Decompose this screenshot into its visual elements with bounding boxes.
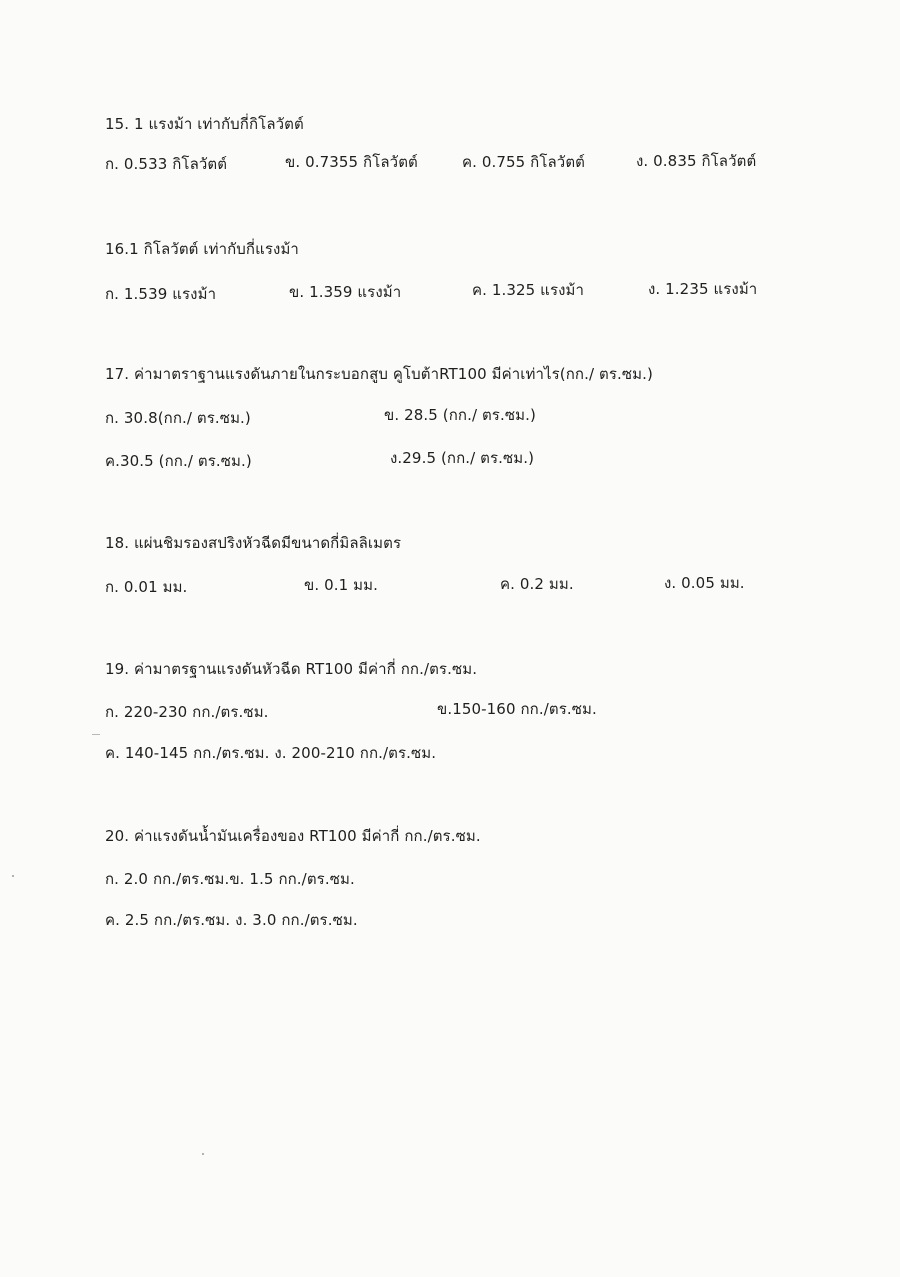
scan-speck [202,1153,204,1155]
scan-speck [92,734,100,735]
question-18: 18. แผ่นชิมรองสปริงหัวฉีดมีขนาดกี่มิลลิเมตร [105,534,402,552]
q17-option-c: ค.30.5 (กก./ ตร.ซม.) [105,452,252,470]
question-19: 19. ค่ามาตรฐานแรงดันหัวฉีด RT100 มีค่ากี่ กก./ตร.ซม. [105,660,478,678]
question-17: 17. ค่ามาตราฐานแรงดันภายในกระบอกสูบ คูโบต้าRT100 มีค่าเท่าไร(กก./ ตร.ซม.) [105,365,653,383]
q19-option-a: ก. 220-230 กก./ตร.ซม. [105,703,269,721]
q17-option-d: ง.29.5 (กก./ ตร.ซม.) [390,449,535,467]
q20-options-c-d: ค. 2.5 กก./ตร.ซม. ง. 3.0 กก./ตร.ซม. [105,911,358,929]
q17-option-a: ก. 30.8(กก./ ตร.ซม.) [105,409,251,427]
q17-option-b: ข. 28.5 (กก./ ตร.ซม.) [384,406,536,424]
q16-option-c: ค. 1.325 แรงม้า [472,281,585,299]
q20-options-a-b: ก. 2.0 กก./ตร.ซม.ข. 1.5 กก./ตร.ซม. [105,870,355,888]
scan-speck [12,875,14,877]
q18-option-b: ข. 0.1 มม. [304,576,378,594]
q16-option-a: ก. 1.539 แรงม้า [105,285,217,303]
q18-option-d: ง. 0.05 มม. [664,574,745,592]
question-15: 15. 1 แรงม้า เท่ากับกี่กิโลวัตต์ [105,115,304,133]
q18-option-c: ค. 0.2 มม. [500,575,574,593]
question-16: 16.1 กิโลวัตต์ เท่ากับกี่แรงม้า [105,240,299,258]
q15-option-a: ก. 0.533 กิโลวัตต์ [105,155,228,173]
q19-option-b: ข.150-160 กก./ตร.ซม. [437,700,597,718]
q16-option-d: ง. 1.235 แรงม้า [648,280,758,298]
q15-option-b: ข. 0.7355 กิโลวัตต์ [285,153,418,171]
q15-option-c: ค. 0.755 กิโลวัตต์ [462,153,586,171]
question-20: 20. ค่าแรงดันน้ำมันเครื่องของ RT100 มีค่ากี่ กก./ตร.ซม. [105,827,481,845]
q15-option-d: ง. 0.835 กิโลวัตต์ [636,152,757,170]
q16-option-b: ข. 1.359 แรงม้า [289,283,402,301]
q18-option-a: ก. 0.01 มม. [105,578,188,596]
q19-options-c-d: ค. 140-145 กก./ตร.ซม. ง. 200-210 กก./ตร.ซม. [105,744,437,762]
